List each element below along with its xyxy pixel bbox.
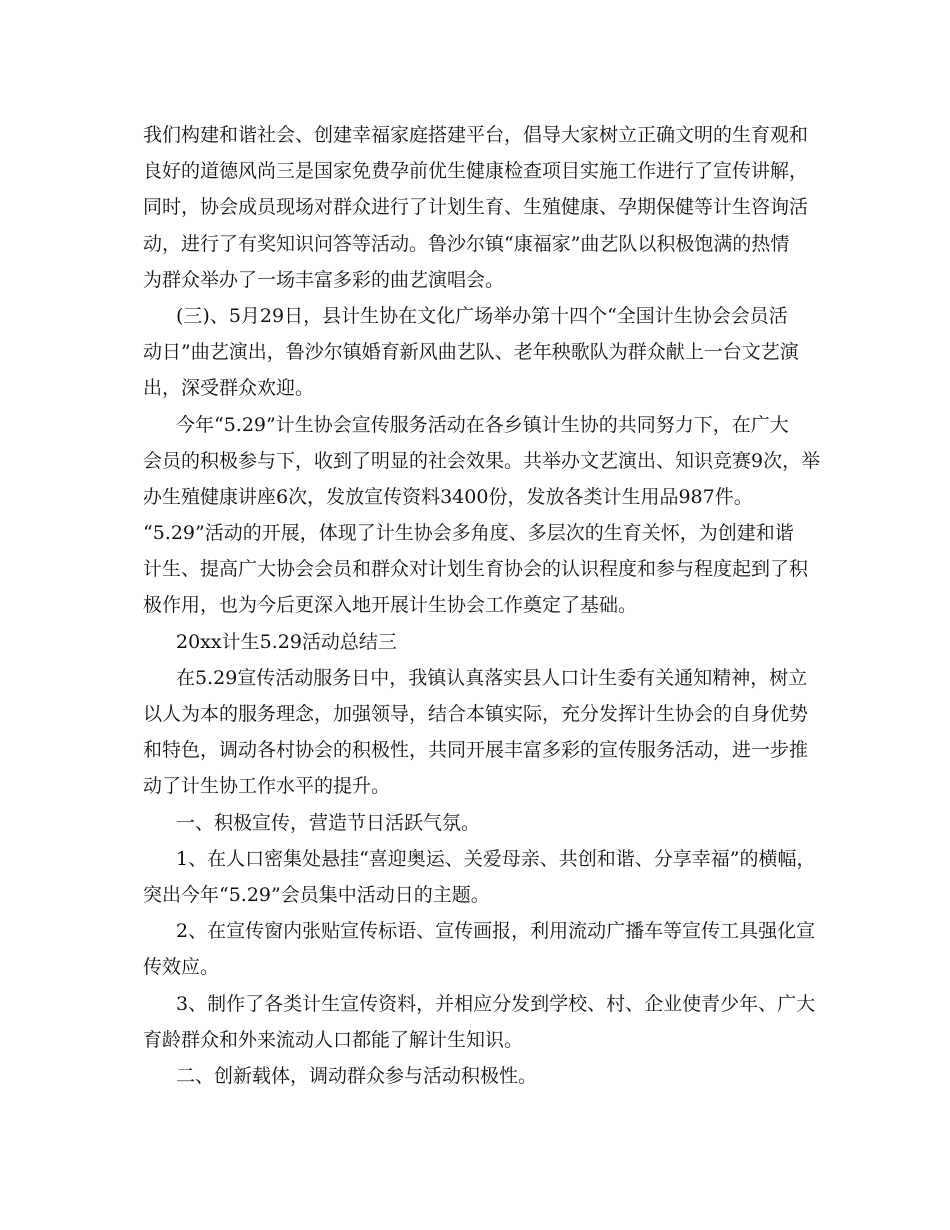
text-line: 2、在宣传窗内张贴宣传标语、宣传画报，利用流动广播车等宣传工具强化宣: [176, 920, 816, 943]
text-line: 计生、提高广大协会会员和群众对计划生育协会的认识程度和参与程度起到了积: [143, 558, 809, 581]
document-body: [143, 117, 833, 1094]
text-line: 动日”曲艺演出，鲁沙尔镇婚育新风曲艺队、老年秧歌队为群众献上一台文艺演: [143, 341, 799, 364]
text-line: 办生殖健康讲座6次，发放宣传资料3400份，发放各类计生用品987件。: [143, 485, 753, 508]
text-line: 动，进行了有奖知识问答等活动。鲁沙尔镇“康福家”曲艺队以积极饱满的热情: [143, 232, 790, 255]
text-line: 突出今年“5.29”会员集中活动日的主题。: [143, 883, 490, 906]
text-line: 3、制作了各类计生宣传资料，并相应分发到学校、村、企业使青少年、广大: [176, 992, 816, 1015]
text-line: 动了计生协工作水平的提升。: [143, 775, 391, 798]
text-line: 同时，协会成员现场对群众进行了计划生育、生殖健康、孕期保健等计生咨询活: [143, 196, 809, 219]
text-line: (三)、5月29日，县计生协在文化广场举办第十四个“全国计生协会会员活: [176, 304, 788, 327]
text-line: 一、积极宣传，营造节日活跃气氛。: [176, 811, 481, 834]
text-line: “5.29”活动的开展，体现了计生协会多角度、多层次的生育关怀，为创建和谐: [143, 522, 794, 545]
text-line: 1、在人口密集处悬挂“喜迎奥运、关爱母亲、共创和谐、分享幸福”的横幅，: [176, 847, 816, 870]
text-line: 育龄群众和外来流动人口都能了解计生知识。: [143, 1028, 524, 1051]
text-line: 良好的道德风尚三是国家免费孕前优生健康检查项目实施工作进行了宣传讲解，: [143, 160, 809, 183]
text-line: 二、创新载体，调动群众参与活动积极性。: [176, 1064, 538, 1087]
text-line: 和特色，调动各村协会的积极性，共同开展丰富多彩的宣传服务活动，进一步推: [143, 739, 809, 762]
text-line: 以人为本的服务理念，加强领导，结合本镇实际，充分发挥计生协会的自身优势: [143, 703, 809, 725]
text-line: 在5.29宣传活动服务日中，我镇认真落实县人口计生委有关通知精神，树立: [176, 666, 808, 689]
text-line: 传效应。: [143, 956, 220, 979]
text-line: 为群众举办了一场丰富多彩的曲艺演唱会。: [143, 268, 505, 291]
text-line: 会员的积极参与下，收到了明显的社会效果。共举办文艺演出、知识竞赛9次，举: [143, 449, 821, 472]
text-line: 20xx计生5.29活动总结三: [176, 630, 397, 653]
text-line: 今年“5.29”计生协会宣传服务活动在各乡镇计生协的共同努力下，在广大: [176, 413, 789, 436]
text-line: 极作用，也为今后更深入地开展计生协会工作奠定了基础。: [143, 594, 638, 617]
text-line: 我们构建和谐社会、创建幸福家庭搭建平台，倡导大家树立正确文明的生育观和: [143, 124, 809, 146]
text-line: 出，深受群众欢迎。: [143, 377, 315, 400]
